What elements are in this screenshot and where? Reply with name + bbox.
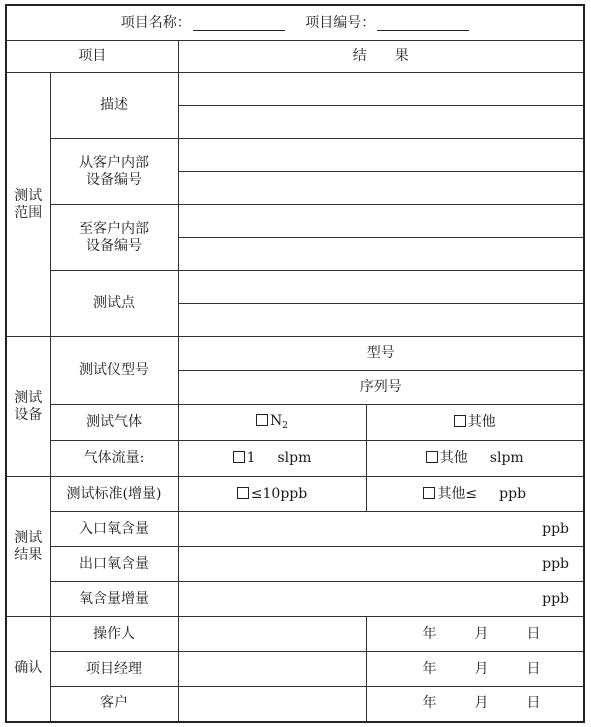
customer-signature[interactable] — [178, 687, 366, 722]
scope-test-point-label: 测试点 — [50, 271, 178, 337]
project-name-label: 项目名称： — [120, 14, 191, 31]
scope-description-line-2[interactable] — [178, 106, 584, 139]
standard-10ppb-checkbox[interactable] — [237, 487, 249, 499]
flow-1-checkbox[interactable] — [233, 451, 245, 463]
gas-flow-label: 气体流量: — [50, 441, 178, 477]
serial-number-label: 序列号 — [178, 371, 584, 405]
gas-option-n2[interactable]: $N_2$ — [178, 405, 366, 441]
standard-option-other[interactable]: 其他≤ ppb — [366, 477, 584, 512]
project-no-blank[interactable] — [377, 16, 469, 31]
standard-option-10ppb[interactable]: ≤10ppb — [178, 477, 366, 512]
project-manager-date[interactable]: 年 月 日 — [366, 652, 584, 687]
item-column-header: 项目 — [6, 41, 178, 73]
test-record-form — [5, 4, 585, 723]
flow-other-checkbox[interactable] — [426, 451, 438, 463]
inlet-oxygen-label: 入口氧含量 — [50, 512, 178, 547]
oxygen-increment-value[interactable]: ppb — [178, 582, 584, 617]
gas-other-checkbox[interactable] — [454, 415, 466, 427]
outlet-oxygen-label: 出口氧含量 — [50, 547, 178, 582]
scope-description-line-1[interactable] — [178, 73, 584, 106]
project-no-field — [305, 15, 469, 32]
confirm-section-label: 确认 — [6, 617, 50, 722]
results-section-label: 测试 结果 — [6, 477, 50, 617]
scope-test-point-line-2[interactable] — [178, 304, 584, 337]
inlet-oxygen-value[interactable]: ppb — [178, 512, 584, 547]
scope-to-device-label: 至客户内部 设备编号 — [50, 205, 178, 271]
oxygen-increment-label: 氧含量增量 — [50, 582, 178, 617]
test-standard-label: 测试标准(增量) — [50, 477, 178, 512]
scope-description-label: 描述 — [50, 73, 178, 139]
form-header — [6, 5, 584, 41]
scope-section-label: 测试 范围 — [6, 73, 50, 337]
project-no-label: 项目编号： — [305, 14, 376, 31]
n2-checkbox[interactable] — [256, 414, 268, 426]
standard-other-checkbox[interactable] — [423, 487, 435, 499]
project-manager-label: 项目经理 — [50, 652, 178, 687]
flow-option-other[interactable]: 其他 slpm — [366, 441, 584, 477]
scope-from-device-line-1[interactable] — [178, 139, 584, 172]
scope-from-device-label: 从客户内部 设备编号 — [50, 139, 178, 205]
customer-label: 客户 — [50, 687, 178, 722]
scope-to-device-line-2[interactable] — [178, 238, 584, 271]
scope-to-device-line-1[interactable] — [178, 205, 584, 238]
operator-label: 操作人 — [50, 617, 178, 652]
equipment-section-label: 测试 设备 — [6, 337, 50, 477]
flow-option-1slpm[interactable]: 1 slpm — [178, 441, 366, 477]
operator-signature[interactable] — [178, 617, 366, 652]
customer-date[interactable]: 年 月 日 — [366, 687, 584, 722]
result-column-header: 结 果 — [178, 41, 584, 73]
outlet-oxygen-value[interactable]: ppb — [178, 547, 584, 582]
gas-option-other[interactable]: 其他 — [366, 405, 584, 441]
scope-from-device-line-2[interactable] — [178, 172, 584, 205]
operator-date[interactable]: 年 月 日 — [366, 617, 584, 652]
model-label: 型号 — [178, 337, 584, 371]
scope-test-point-line-1[interactable] — [178, 271, 584, 304]
test-gas-label: 测试气体 — [50, 405, 178, 441]
project-name-field — [121, 15, 285, 32]
project-manager-signature[interactable] — [178, 652, 366, 687]
project-name-blank[interactable] — [193, 16, 285, 31]
instrument-model-label: 测试仪型号 — [50, 337, 178, 405]
